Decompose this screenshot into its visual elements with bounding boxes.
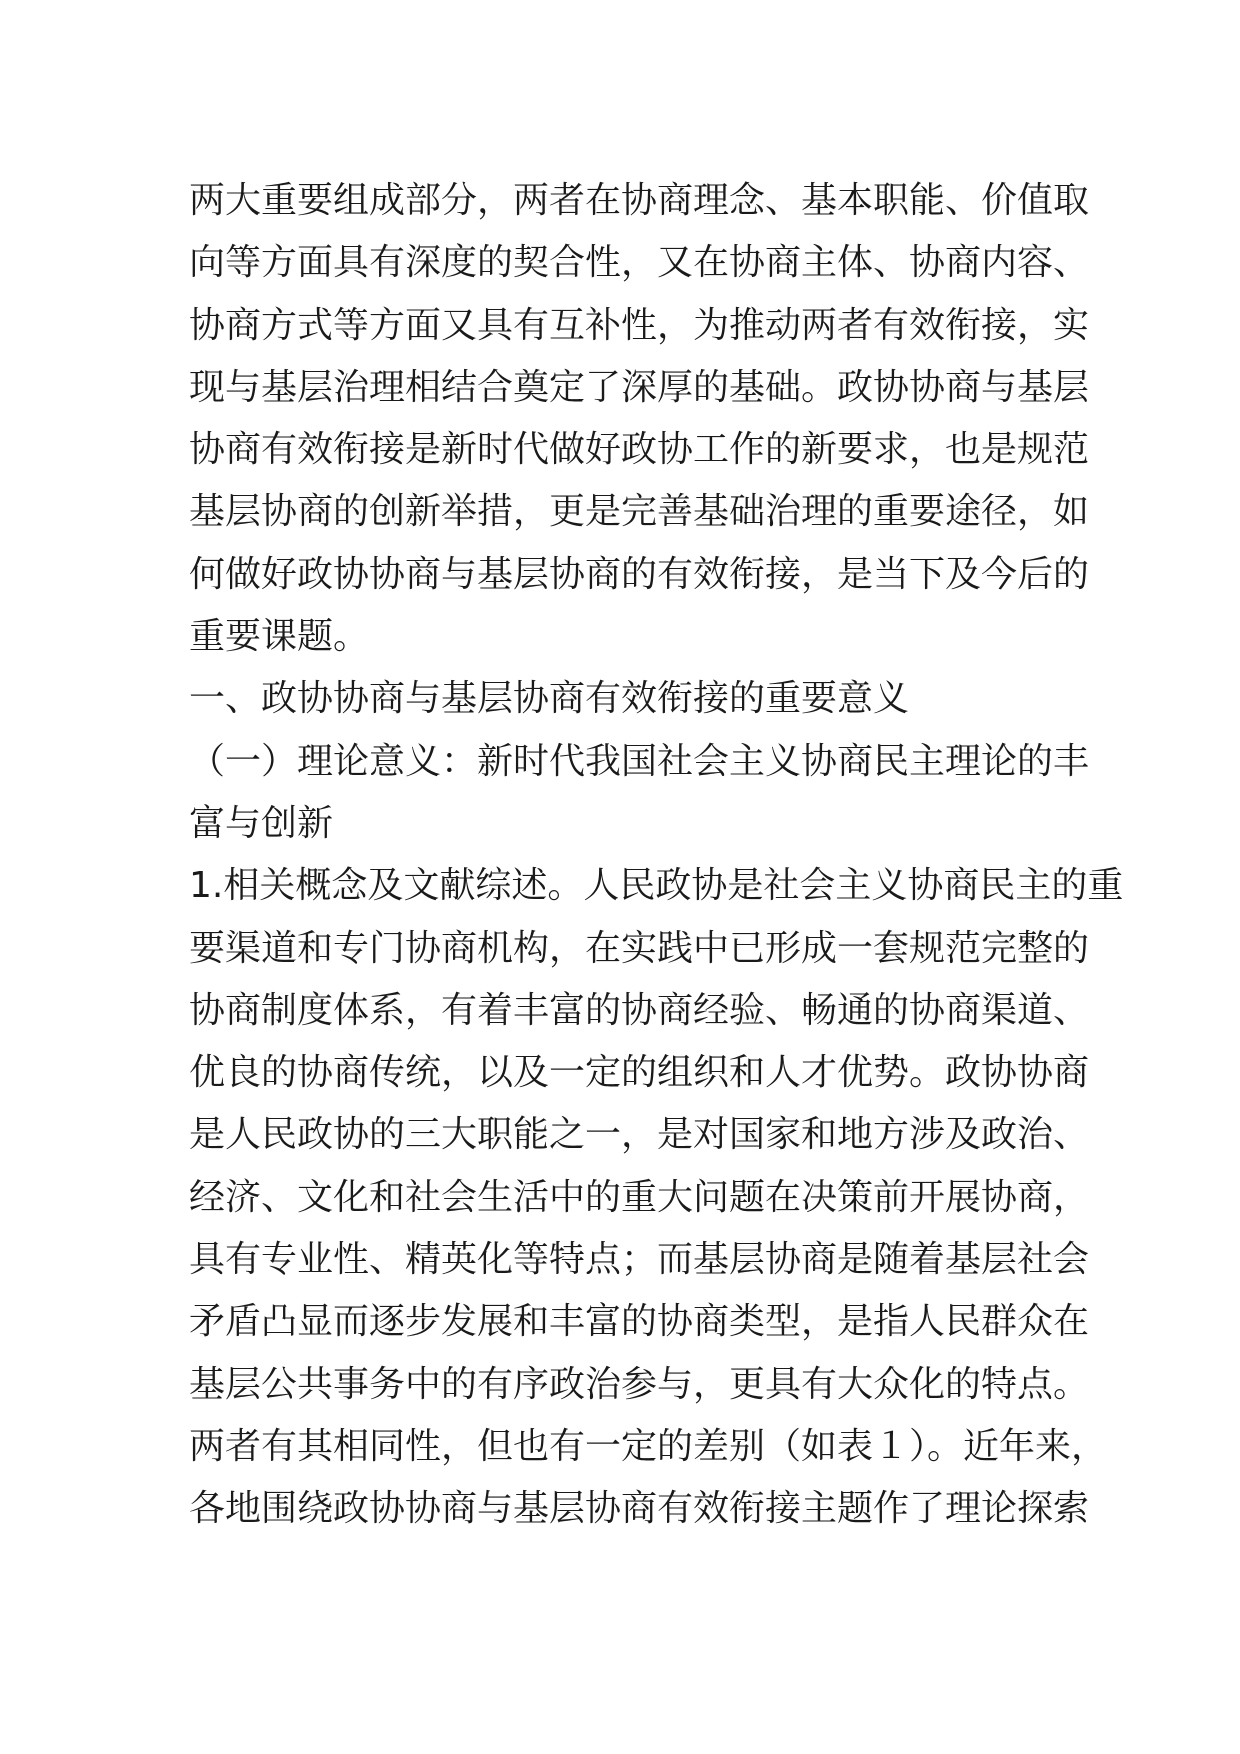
paragraph-line: 要渠道和专门协商机构，在实践中已形成一套规范完整的 — [189, 927, 1090, 969]
paragraph-line: 现与基层治理相结合奠定了深厚的基础。政协协商与基层 — [189, 366, 1090, 408]
section-heading: 一、政协协商与基层协商有效衔接的重要意义 — [189, 678, 910, 720]
paragraph-line: 基层协商的创新举措，更是完善基础治理的重要途径，如 — [189, 491, 1090, 533]
paragraph-line: 是人民政协的三大职能之一，是对国家和地方涉及政治、 — [189, 1114, 1090, 1156]
paragraph-line: 各地围绕政协协商与基层协商有效衔接主题作了理论探索 — [189, 1488, 1090, 1530]
paragraph-line: 何做好政协协商与基层协商的有效衔接，是当下及今后的 — [189, 553, 1090, 595]
paragraph-line: 协商有效衔接是新时代做好政协工作的新要求，也是规范 — [189, 429, 1090, 471]
paragraph-line: 经济、文化和社会生活中的重大问题在决策前开展协商， — [189, 1176, 1090, 1218]
paragraph-line: 优良的协商传统，以及一定的组织和人才优势。政协协商 — [189, 1052, 1090, 1094]
paragraph-line: 向等方面具有深度的契合性，又在协商主体、协商内容、 — [189, 242, 1090, 284]
paragraph-line: 协商方式等方面又具有互补性，为推动两者有效衔接，实 — [189, 304, 1090, 346]
subsection-heading: 富与创新 — [189, 802, 334, 844]
paragraph-line: 两者有其相同性，但也有一定的差别（如表１）。近年来， — [189, 1425, 1108, 1467]
paragraph-line: 矛盾凸显而逐步发展和丰富的协商类型，是指人民群众在 — [189, 1301, 1090, 1343]
document-body — [189, 170, 1124, 1541]
paragraph-line: 重要课题。 — [189, 616, 370, 658]
paragraph-line: 两大重要组成部分，两者在协商理念、基本职能、价值取 — [189, 180, 1090, 221]
paragraph-line: 基层公共事务中的有序政治参与，更具有大众化的特点。 — [189, 1363, 1090, 1405]
subsection-heading: （一）理论意义：新时代我国社会主义协商民主理论的丰 — [189, 740, 1090, 782]
paragraph-line: 具有专业性、精英化等特点；而基层协商是随着基层社会 — [189, 1239, 1090, 1281]
paragraph-line: 1.相关概念及文献综述。人民政协是社会主义协商民主的重 — [189, 865, 1124, 907]
paragraph-line: 协商制度体系，有着丰富的协商经验、畅通的协商渠道、 — [189, 989, 1090, 1031]
